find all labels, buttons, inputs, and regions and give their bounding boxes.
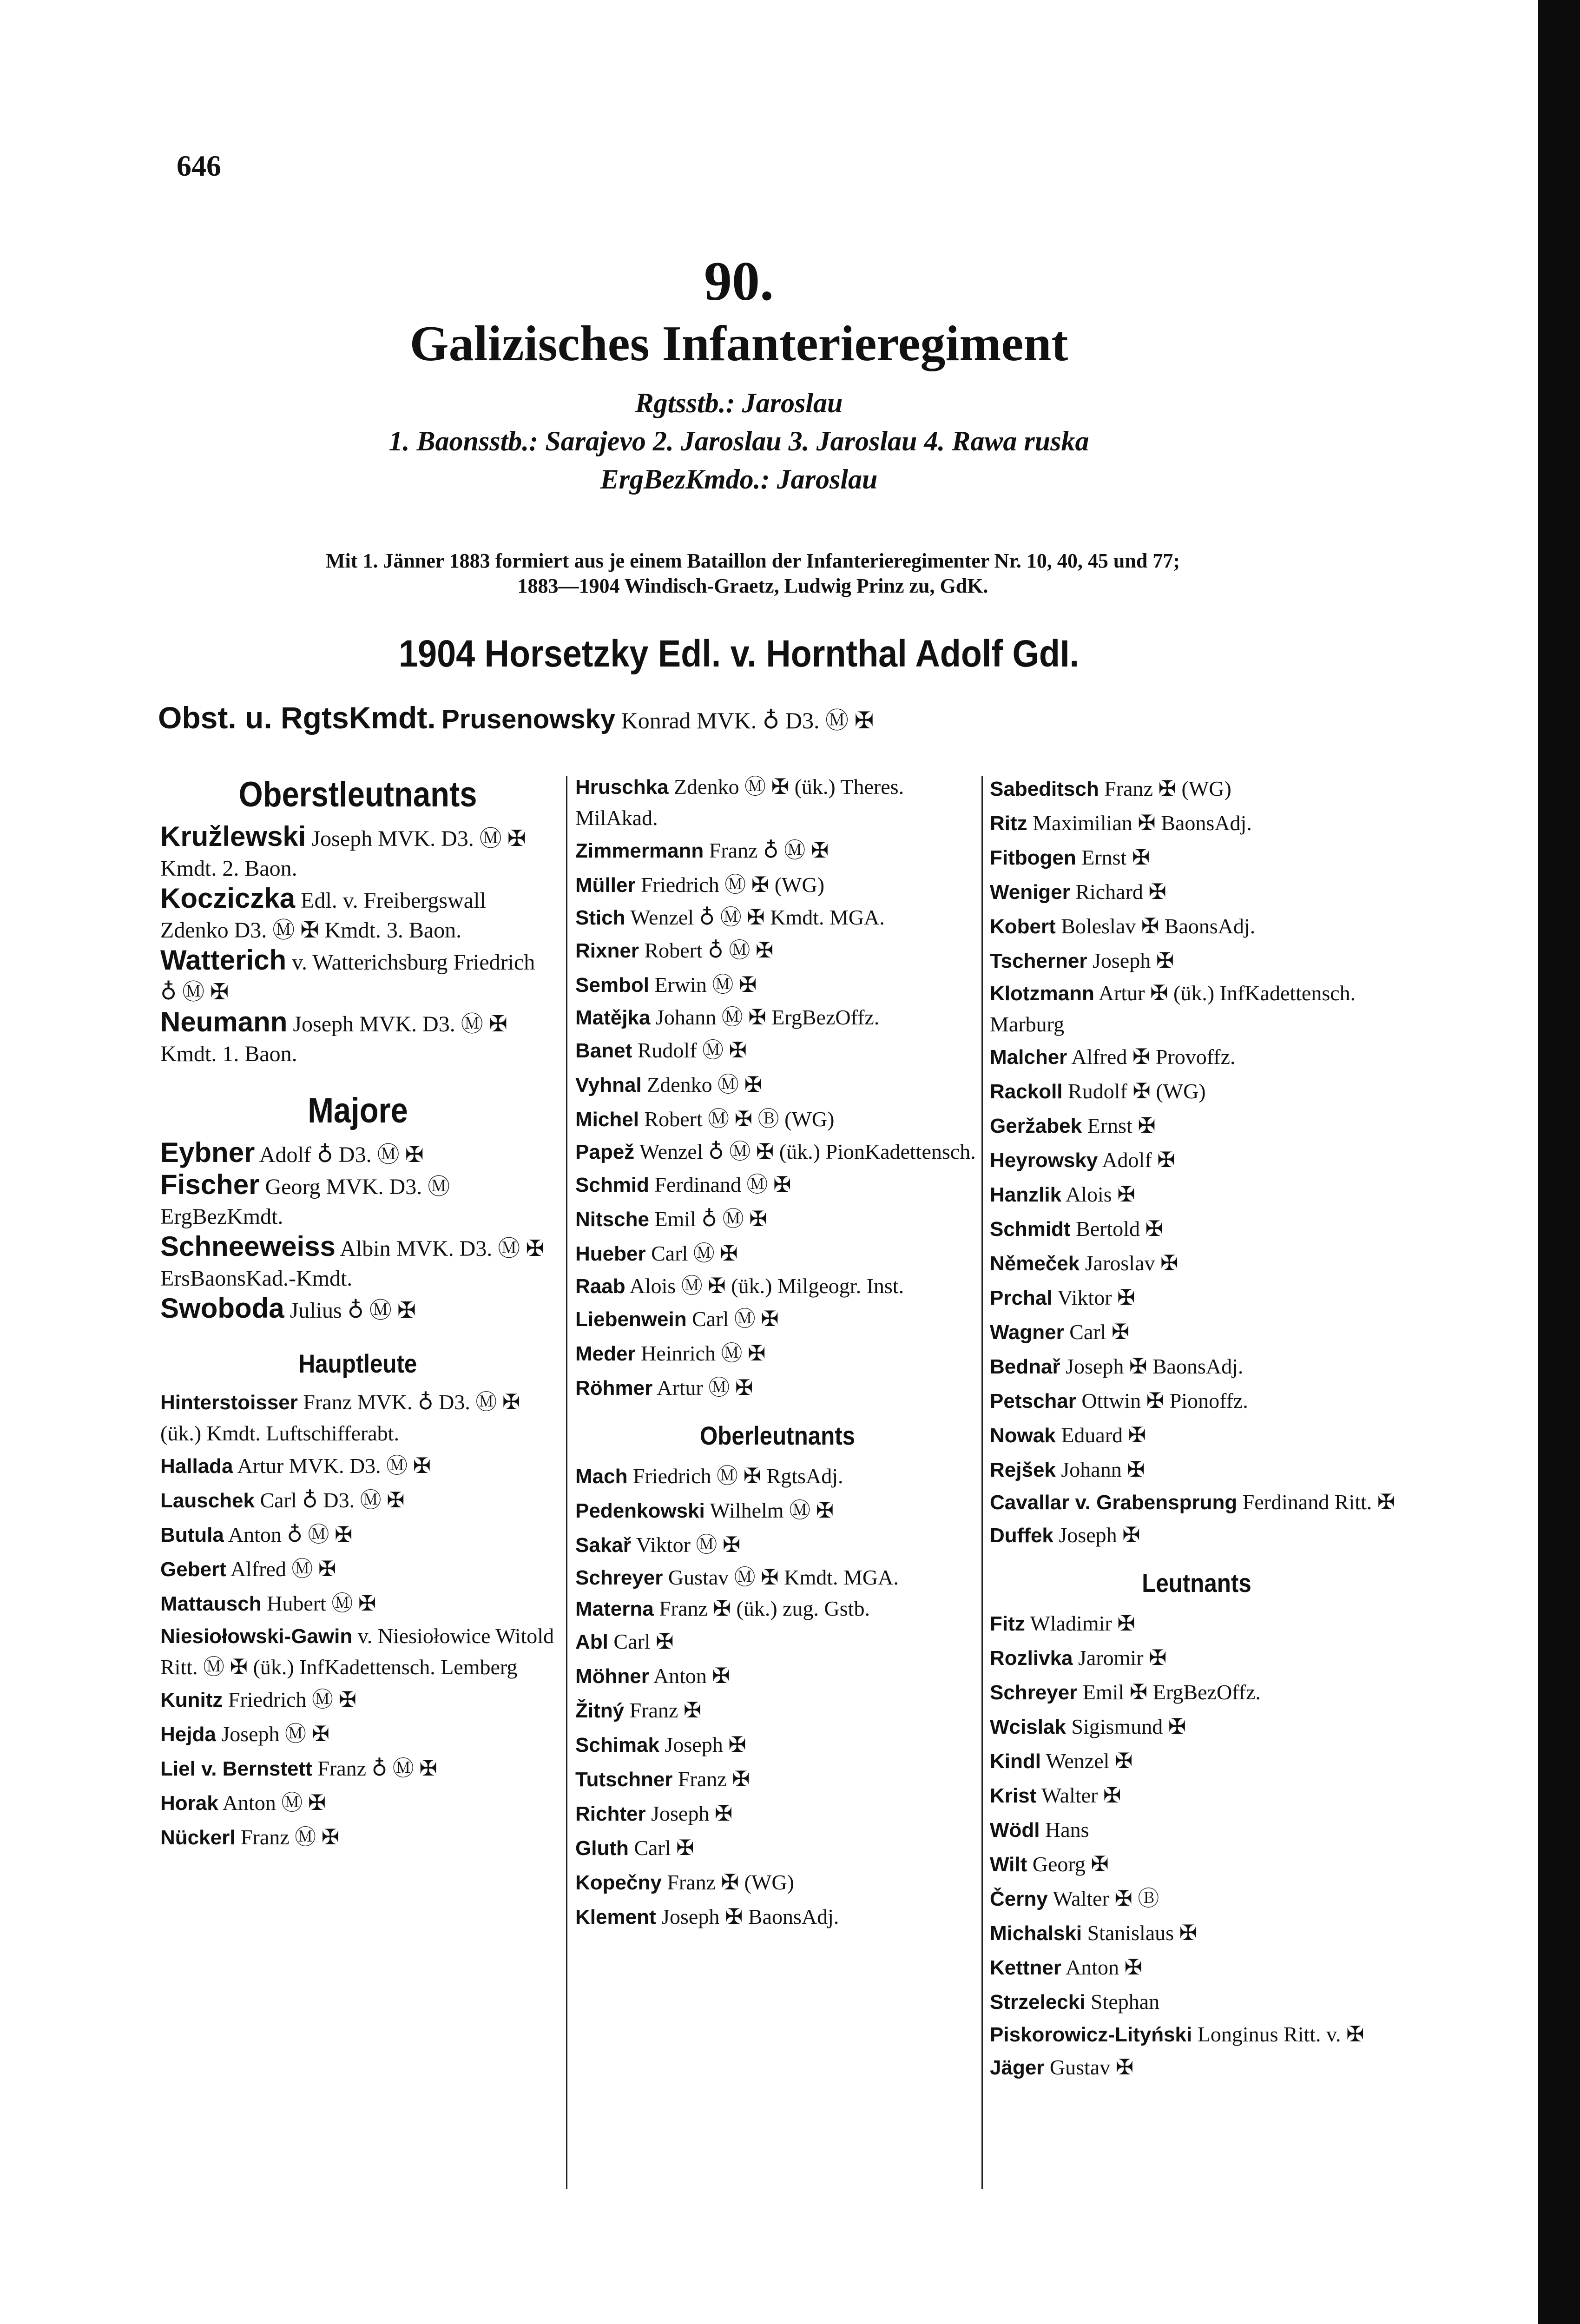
details: Carl Ⓜ ✠ <box>651 1241 738 1265</box>
details: Carl Ⓜ ✠ <box>692 1307 779 1331</box>
details: Ottwin ✠ Pionoffz. <box>1081 1389 1248 1413</box>
details: Franz ♁ Ⓜ ✠ <box>709 838 829 862</box>
details: Robert Ⓜ ✠ Ⓑ (WG) <box>644 1107 835 1131</box>
details: Georg MVK. D3. Ⓜ ErgBezKmdt. <box>160 1175 450 1229</box>
details: Adolf ♁ D3. Ⓜ ✠ <box>259 1142 424 1167</box>
details: Zdenko Ⓜ ✠ (ük.) Theres. MilAkad. <box>575 775 904 830</box>
details: Rudolf Ⓜ ✠ <box>637 1038 747 1062</box>
details: Hubert Ⓜ ✠ <box>267 1591 376 1615</box>
surname: Gebert <box>160 1558 226 1581</box>
section-title-oberleutnants: Oberleutnants <box>699 1421 856 1450</box>
surname: Schreyer <box>575 1566 663 1589</box>
list-item <box>575 1302 980 1336</box>
section-title-leutnants: Leutnants <box>1142 1568 1251 1598</box>
list-item <box>990 1985 1403 2019</box>
list-item <box>160 1717 555 1751</box>
surname: Hanzlik <box>990 1183 1062 1206</box>
list-item <box>160 1294 555 1326</box>
surname: Gluth <box>575 1837 629 1860</box>
details: Viktor Ⓜ ✠ <box>636 1533 741 1557</box>
details: Franz MVK. ♁ D3. Ⓜ ✠ (ük.) Kmdt. Luftschifferabt. <box>160 1390 520 1445</box>
list-item <box>990 840 1403 875</box>
surname: Geržabek <box>990 1115 1082 1137</box>
regiment-name: Galizisches Infanterieregiment <box>409 316 1068 371</box>
surname: Ritz <box>990 812 1027 835</box>
section-title-hauptleute: Hauptleute <box>298 1349 417 1378</box>
list-item <box>160 1518 555 1552</box>
history-line-1: Mit 1. Jänner 1883 formiert aus je einem Bataillon der Infanterieregimenter Nr. 10, 40, 45 und 77; <box>325 549 1180 572</box>
list-item <box>990 1452 1403 1487</box>
details: Heinrich Ⓜ ✠ <box>641 1341 766 1365</box>
surname: Nowak <box>990 1424 1056 1447</box>
list-item <box>990 1882 1403 1916</box>
list-item <box>575 1728 980 1762</box>
list-item <box>990 1246 1403 1281</box>
details: Friedrich Ⓜ ✠ RgtsAdj. <box>632 1464 843 1488</box>
list-item <box>990 1074 1403 1109</box>
list-item <box>575 868 980 902</box>
list-item <box>575 1336 980 1371</box>
list-item <box>990 1418 1403 1452</box>
details: Emil ♁ Ⓜ ✠ <box>654 1207 767 1231</box>
surname: Eybner <box>160 1137 255 1168</box>
details: Adolf ✠ <box>1102 1148 1175 1172</box>
details: Joseph ✠ <box>1059 1523 1140 1547</box>
surname: Zimmermann <box>575 839 704 862</box>
surname: Schneeweiss <box>160 1231 336 1262</box>
column-2 <box>575 772 980 1934</box>
details: Stephan <box>1090 1990 1160 2014</box>
list-item <box>160 1683 555 1717</box>
list-item <box>575 1271 980 1302</box>
list-item <box>990 944 1403 978</box>
details: Stanislaus ✠ <box>1087 1921 1198 1945</box>
details: Friedrich Ⓜ ✠ (WG) <box>641 873 825 897</box>
surname: Vyhnal <box>575 1074 642 1096</box>
list-item <box>990 1813 1403 1847</box>
list-item <box>990 1384 1403 1418</box>
surname: Wödl <box>990 1819 1040 1842</box>
list-item <box>575 1796 980 1831</box>
regiment-commander <box>158 700 1320 735</box>
surname: Klotzmann <box>990 982 1094 1005</box>
list-item <box>575 902 980 933</box>
details: Franz ✠ (WG) <box>1104 777 1231 800</box>
list-item <box>575 933 980 968</box>
details: v. Niesiołowice Witold Ritt. Ⓜ ✠ (ük.) InfKadettensch. Lemberg <box>160 1624 554 1679</box>
surname: Krist <box>990 1784 1037 1807</box>
details: Artur MVK. D3. Ⓜ ✠ <box>237 1454 431 1478</box>
list-item <box>990 1315 1403 1349</box>
list-item <box>990 1212 1403 1246</box>
surname: Piskorowicz-Lityński <box>990 2023 1192 2046</box>
surname: Materna <box>575 1598 654 1620</box>
details: Alfred Ⓜ ✠ <box>230 1557 336 1581</box>
list-item <box>575 1593 980 1624</box>
surname: Stich <box>575 906 625 929</box>
details: Joseph Ⓜ ✠ <box>221 1722 330 1746</box>
surname: Michel <box>575 1108 639 1131</box>
surname: Rixner <box>575 939 639 962</box>
surname: Müller <box>575 874 636 897</box>
list-item <box>160 884 555 945</box>
details: Albin MVK. D3. Ⓜ ✠ ErsBaonsKad.-Kmdt. <box>160 1236 545 1291</box>
list-item <box>990 1744 1403 1778</box>
surname: Meder <box>575 1342 636 1365</box>
list-item <box>575 1865 980 1900</box>
list-item <box>990 2050 1403 2085</box>
surname: Kopečny <box>575 1871 662 1894</box>
surname: Tutschner <box>575 1768 673 1791</box>
list-item <box>990 1177 1403 1212</box>
list-item <box>575 1102 980 1136</box>
list-item <box>575 833 980 868</box>
list-item <box>575 1236 980 1271</box>
list-item <box>575 1693 980 1728</box>
details: Joseph ✠ BaonsAdj. <box>661 1905 839 1928</box>
list-item <box>160 1820 555 1855</box>
surname: Sabeditsch <box>990 778 1099 800</box>
list-item <box>575 1900 980 1934</box>
surname: Fitz <box>990 1612 1025 1635</box>
surname: Klement <box>575 1906 656 1928</box>
details: Alois Ⓜ ✠ (ük.) Milgeogr. Inst. <box>629 1274 904 1298</box>
surname: Nitsche <box>575 1208 649 1231</box>
list-item <box>990 1349 1403 1384</box>
column-divider <box>981 776 983 2189</box>
details: Joseph ✠ BaonsAdj. <box>1066 1354 1244 1378</box>
list-item <box>990 806 1403 840</box>
details: Wladimir ✠ <box>1030 1611 1135 1635</box>
list-item <box>575 1371 980 1405</box>
surname: Kocziczka <box>160 883 296 914</box>
list-item <box>160 1786 555 1820</box>
section-title-oberstleutnants: Oberstleutnants <box>238 775 477 814</box>
details: Wenzel ✠ <box>1046 1749 1133 1773</box>
commander-details: Konrad MVK. ♁ D3. Ⓜ ✠ <box>621 707 874 733</box>
surname: Swoboda <box>160 1293 284 1324</box>
surname: Duffek <box>990 1524 1053 1547</box>
list-item <box>990 1675 1403 1710</box>
list-item <box>990 1040 1403 1074</box>
surname: Rozlivka <box>990 1647 1073 1670</box>
list-item <box>990 978 1403 1040</box>
surname: Richter <box>575 1802 646 1825</box>
details: Hans <box>1045 1818 1089 1842</box>
list-item <box>160 1387 555 1449</box>
list-item <box>575 968 980 1002</box>
surname: Prchal <box>990 1287 1053 1309</box>
list-item <box>990 1281 1403 1315</box>
surname: Rejšek <box>990 1459 1056 1481</box>
surname: Liel v. Bernstett <box>160 1757 312 1780</box>
page-number: 646 <box>177 149 221 182</box>
details: Franz ✠ (WG) <box>667 1870 794 1894</box>
details: Emil ✠ ErgBezOffz. <box>1082 1680 1261 1704</box>
details: Maximilian ✠ BaonsAdj. <box>1033 811 1252 835</box>
details: Georg ✠ <box>1032 1852 1109 1876</box>
surname: Černy <box>990 1888 1048 1910</box>
list-item <box>160 1552 555 1586</box>
surname: Butula <box>160 1524 224 1546</box>
list-item <box>990 1487 1403 1518</box>
details: Joseph MVK. D3. Ⓜ ✠ Kmdt. 1. Baon. <box>160 1012 507 1066</box>
details: Franz ✠ <box>678 1767 750 1791</box>
surname: Malcher <box>990 1046 1067 1069</box>
surname: Sembol <box>575 974 649 997</box>
section-title-majore: Majore <box>308 1091 408 1130</box>
list-item <box>990 909 1403 944</box>
list-item <box>575 1493 980 1528</box>
details: Ferdinand Ritt. ✠ <box>1242 1490 1396 1514</box>
surname: Mach <box>575 1465 628 1488</box>
surname: Watterich <box>160 944 287 976</box>
details: Anton ✠ <box>653 1664 730 1688</box>
details: Gustav ✠ <box>1049 2055 1134 2079</box>
list-item <box>575 1168 980 1202</box>
list-item <box>990 1143 1403 1177</box>
list-item <box>990 1518 1403 1552</box>
surname: Abl <box>575 1631 608 1653</box>
surname: Kunitz <box>160 1689 223 1711</box>
list-item <box>160 822 555 884</box>
list-item <box>160 1586 555 1621</box>
list-item <box>575 1624 980 1659</box>
details: Joseph ✠ <box>1093 949 1174 972</box>
surname: Matějka <box>575 1006 651 1029</box>
details: Jaroslav ✠ <box>1085 1251 1178 1275</box>
details: Joseph MVK. D3. Ⓜ ✠ Kmdt. 2. Baon. <box>160 826 527 881</box>
surname: Fischer <box>160 1169 260 1200</box>
list-item <box>575 772 980 833</box>
surname: Horak <box>160 1792 218 1815</box>
surname: Wilt <box>990 1853 1027 1876</box>
surname: Möhner <box>575 1665 649 1688</box>
details: Franz ✠ <box>629 1698 702 1722</box>
regiment-owner: 1904 Horsetzky Edl. v. Hornthal Adolf GdI. <box>398 633 1079 675</box>
list-item <box>575 1459 980 1493</box>
surname: Weniger <box>990 881 1070 904</box>
surname: Kettner <box>990 1956 1062 1979</box>
list-item <box>160 1170 555 1232</box>
details: Joseph ✠ <box>665 1733 746 1756</box>
surname: Jäger <box>990 2056 1045 2079</box>
list-item <box>990 772 1403 806</box>
page-edge <box>1538 0 1580 2324</box>
details: Friedrich Ⓜ ✠ <box>228 1688 357 1711</box>
surname: Žitný <box>575 1699 625 1722</box>
details: Longinus Ritt. v. ✠ <box>1197 2022 1364 2046</box>
surname: Kružlewski <box>160 821 306 852</box>
details: Carl ♁ D3. Ⓜ ✠ <box>260 1488 405 1512</box>
details: Richard ✠ <box>1075 880 1166 904</box>
list-item <box>160 1449 555 1483</box>
surname: Röhmer <box>575 1377 653 1400</box>
details: Eduard ✠ <box>1061 1423 1146 1447</box>
details: Viktor ✠ <box>1057 1286 1135 1309</box>
list-item <box>575 1528 980 1562</box>
details: Erwin Ⓜ ✠ <box>654 973 757 997</box>
details: Franz ✠ (ük.) zug. Gstb. <box>659 1597 870 1620</box>
surname: Tscherner <box>990 950 1087 972</box>
surname: Michalski <box>990 1922 1082 1945</box>
surname: Fitbogen <box>990 846 1076 869</box>
surname: Hueber <box>575 1242 646 1265</box>
surname: Strzelecki <box>990 1991 1086 2014</box>
commander-surname: Prusenowsky <box>441 704 616 734</box>
surname: Cavallar v. Grabensprung <box>990 1491 1238 1514</box>
details: Joseph ✠ <box>651 1802 733 1825</box>
column-1 <box>160 772 555 1855</box>
details: Sigismund ✠ <box>1071 1715 1186 1738</box>
list-item <box>160 1007 555 1069</box>
details: Robert ♁ Ⓜ ✠ <box>644 938 774 962</box>
list-item <box>575 1136 980 1168</box>
surname: Němeček <box>990 1252 1080 1275</box>
column-3 <box>990 772 1403 2085</box>
details: Zdenko Ⓜ ✠ <box>647 1073 763 1096</box>
surname: Kindl <box>990 1750 1041 1773</box>
details: Wenzel ♁ Ⓜ ✠ Kmdt. MGA. <box>630 905 885 929</box>
surname: Hejda <box>160 1723 216 1746</box>
details: Carl ✠ <box>613 1630 674 1653</box>
surname: Niesiołowski-Gawin <box>160 1625 353 1648</box>
battalion-staffs: 1. Baonsstb.: Sarajevo 2. Jaroslau 3. Jaroslau 4. Rawa ruska <box>388 426 1089 456</box>
details: Jaromir ✠ <box>1078 1646 1167 1670</box>
list-item <box>990 1916 1403 1950</box>
details: Julius ♁ Ⓜ ✠ <box>290 1298 416 1323</box>
list-item <box>160 1232 555 1294</box>
details: v. Watterichsburg Friedrich ♁ Ⓜ ✠ <box>160 950 535 1004</box>
list-item <box>575 1068 980 1102</box>
surname: Hruschka <box>575 776 669 799</box>
list-item <box>990 1710 1403 1744</box>
surname: Hallada <box>160 1455 233 1478</box>
column-divider <box>566 776 567 2189</box>
list-item <box>990 1606 1403 1641</box>
list-item <box>990 1778 1403 1813</box>
details: Artur ✠ (ük.) InfKadettensch. Marburg <box>990 981 1356 1036</box>
list-item <box>575 1659 980 1693</box>
surname: Papež <box>575 1141 635 1163</box>
supplementary-district: ErgBezKmdo.: Jaroslau <box>600 464 878 495</box>
details: Ferdinand Ⓜ ✠ <box>654 1173 791 1196</box>
surname: Nückerl <box>160 1826 236 1849</box>
list-item <box>990 2019 1403 2050</box>
history-line-2: 1883—1904 Windisch-Graetz, Ludwig Prinz zu, GdK. <box>517 574 988 597</box>
list-item <box>575 1831 980 1865</box>
regiment-header <box>158 251 1320 498</box>
details: Gustav Ⓜ ✠ Kmdt. MGA. <box>668 1565 899 1589</box>
surname: Bednař <box>990 1355 1060 1378</box>
surname: Pedenkowski <box>575 1499 705 1522</box>
surname: Hinterstoisser <box>160 1391 298 1414</box>
details: Ernst ✠ <box>1081 845 1150 869</box>
surname: Schmid <box>575 1174 649 1196</box>
list-item <box>575 1202 980 1236</box>
list-item <box>990 1109 1403 1143</box>
details: Wenzel ♁ Ⓜ ✠ (ük.) PionKadettensch. <box>639 1140 976 1163</box>
details: Franz ♁ Ⓜ ✠ <box>317 1756 437 1780</box>
surname: Neumann <box>160 1006 288 1037</box>
list-item <box>990 1847 1403 1882</box>
details: Wilhelm Ⓜ ✠ <box>710 1499 834 1522</box>
surname: Petschar <box>990 1390 1076 1413</box>
list-item <box>575 1002 980 1033</box>
details: Anton ♁ Ⓜ ✠ <box>228 1523 353 1546</box>
details: Alfred ✠ Provoffz. <box>1071 1045 1236 1069</box>
details: Franz Ⓜ ✠ <box>240 1825 340 1849</box>
list-item <box>160 1621 555 1683</box>
surname: Kobert <box>990 915 1056 938</box>
details: Walter ✠ <box>1041 1783 1121 1807</box>
regiment-staff: Rgtsstb.: Jaroslau <box>635 388 843 418</box>
details: Ernst ✠ <box>1087 1114 1156 1137</box>
details: Anton ✠ <box>1066 1955 1143 1979</box>
surname: Schreyer <box>990 1681 1078 1704</box>
surname: Raab <box>575 1275 625 1298</box>
surname: Wcislak <box>990 1716 1066 1738</box>
list-item <box>990 1950 1403 1985</box>
details: Artur Ⓜ ✠ <box>657 1376 753 1400</box>
surname: Schmidt <box>990 1218 1071 1241</box>
details: Johann Ⓜ ✠ ErgBezOffz. <box>655 1005 880 1029</box>
details: Boleslav ✠ BaonsAdj. <box>1061 914 1256 938</box>
details: Carl ✠ <box>1069 1320 1130 1344</box>
details: Alois ✠ <box>1066 1182 1135 1206</box>
list-item <box>160 1483 555 1518</box>
surname: Heyrowsky <box>990 1149 1098 1172</box>
surname: Liebenwein <box>575 1308 687 1331</box>
surname: Sakař <box>575 1534 631 1557</box>
list-item <box>575 1762 980 1796</box>
list-item <box>160 1138 555 1170</box>
details: Edl. v. Freibergswall Zdenko D3. Ⓜ ✠ Kmdt. 3. Baon. <box>160 888 486 943</box>
details: Bertold ✠ <box>1076 1217 1164 1241</box>
list-item <box>575 1562 980 1593</box>
details: Walter ✠ Ⓑ <box>1053 1887 1159 1910</box>
surname: Lauschek <box>160 1489 255 1512</box>
surname: Wagner <box>990 1321 1064 1344</box>
regiment-number: 90. <box>704 250 774 312</box>
details: Rudolf ✠ (WG) <box>1068 1079 1206 1103</box>
details: Johann ✠ <box>1061 1458 1145 1481</box>
list-item <box>160 945 555 1007</box>
surname: Schimak <box>575 1734 659 1756</box>
regiment-history <box>177 548 1329 599</box>
surname: Banet <box>575 1039 632 1062</box>
details: Carl ✠ <box>634 1836 694 1860</box>
list-item <box>575 1033 980 1068</box>
surname: Mattausch <box>160 1592 262 1615</box>
surname: Rackoll <box>990 1080 1063 1103</box>
details: Anton Ⓜ ✠ <box>222 1791 326 1815</box>
list-item <box>160 1751 555 1786</box>
commander-rank: Obst. u. RgtsKmdt. <box>158 700 436 735</box>
list-item <box>990 875 1403 909</box>
list-item <box>990 1641 1403 1675</box>
